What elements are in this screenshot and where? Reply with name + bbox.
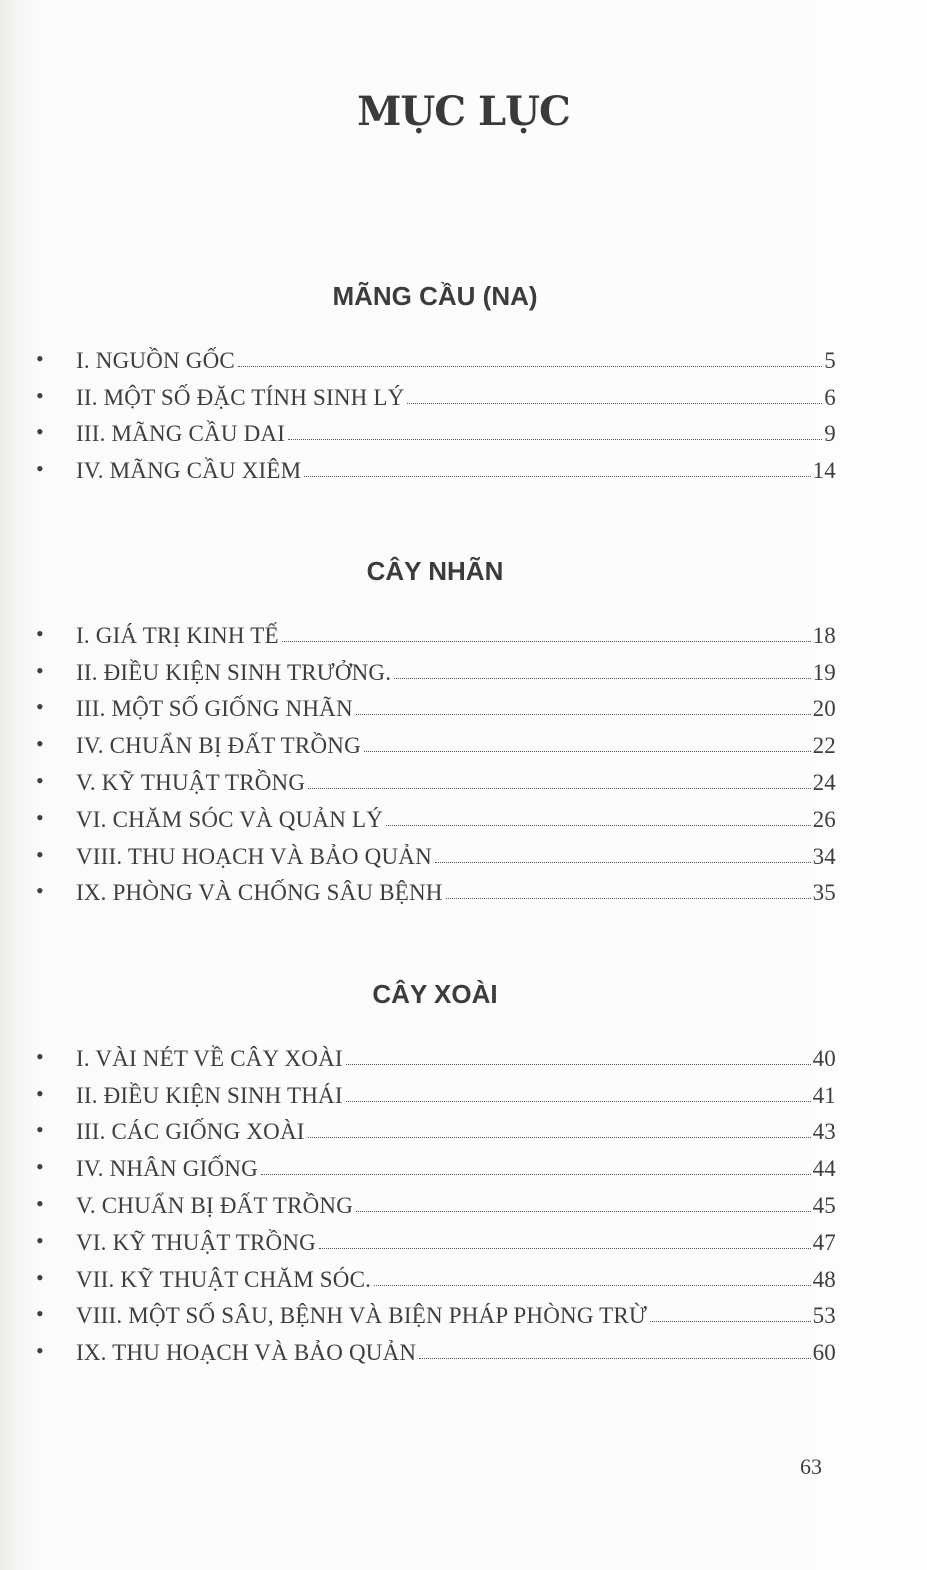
entry-title: II. ĐIỀU KIỆN SINH THÁI — [76, 1082, 343, 1108]
entry-title: VI. KỸ THUẬT TRỒNG — [76, 1229, 316, 1255]
bullet-icon: • — [36, 1043, 44, 1069]
dot-leader — [386, 825, 811, 826]
entry-page: 60 — [812, 1340, 836, 1366]
section-heading-cay-xoai: CÂY XOÀI — [372, 979, 498, 1009]
bullet-icon: • — [36, 694, 44, 720]
dot-leader — [407, 403, 822, 404]
section-heading-mang-cau: MÃNG CẦU (NA) — [332, 281, 538, 311]
entry-page: 44 — [812, 1156, 836, 1182]
dot-leader — [364, 751, 811, 752]
bullet-icon: • — [36, 456, 44, 482]
toc-entry — [36, 1293, 836, 1330]
entry-title: IV. CHUẨN BỊ ĐẤT TRỒNG — [76, 733, 361, 759]
dot-leader — [319, 1248, 811, 1249]
toc-entry — [36, 759, 836, 796]
bullet-icon: • — [36, 804, 44, 830]
entry-page: 53 — [812, 1303, 836, 1329]
bullet-icon: • — [36, 731, 44, 757]
toc-entry — [36, 796, 836, 833]
toc-list-cay-nhan — [36, 612, 836, 906]
toc-entry — [36, 870, 836, 907]
bullet-icon: • — [36, 382, 44, 408]
toc-entry — [36, 411, 836, 448]
toc-list-cay-xoai — [36, 1035, 836, 1366]
entry-title: III. CÁC GIỐNG XOÀI — [76, 1119, 305, 1145]
dot-leader — [446, 898, 811, 899]
entry-title: V. CHUẨN BỊ ĐẤT TRỒNG — [76, 1192, 354, 1218]
entry-page: 18 — [812, 622, 836, 648]
bullet-icon: • — [36, 1264, 44, 1290]
dot-leader — [394, 678, 810, 679]
entry-title: II. MỘT SỐ ĐẶC TÍNH SINH LÝ — [76, 384, 405, 410]
bullet-icon: • — [36, 841, 44, 867]
toc-list-mang-cau — [36, 337, 836, 484]
dot-leader — [356, 1211, 811, 1212]
bullet-icon: • — [36, 1154, 44, 1180]
toc-entry — [36, 1072, 836, 1109]
dot-leader — [356, 714, 811, 715]
toc-entry — [36, 833, 836, 870]
bullet-icon: • — [36, 1301, 44, 1327]
bullet-icon: • — [36, 1338, 44, 1364]
dot-leader — [308, 1137, 811, 1138]
bullet-icon: • — [36, 620, 44, 646]
bullet-icon: • — [36, 657, 44, 683]
toc-entry — [36, 1145, 836, 1182]
toc-entry — [36, 686, 836, 723]
toc-entry — [36, 1035, 836, 1072]
toc-entry — [36, 1329, 836, 1366]
toc-entry — [36, 1109, 836, 1146]
entry-page: 34 — [812, 843, 836, 869]
toc-entry — [36, 337, 836, 374]
toc-entry — [36, 447, 836, 484]
entry-page: 14 — [812, 458, 836, 484]
entry-title: VII. KỸ THUẬT CHĂM SÓC. — [76, 1266, 372, 1292]
toc-entry — [36, 1256, 836, 1293]
entry-title: VIII. MỘT SỐ SÂU, BỆNH VÀ BIỆN PHÁP PHÒNG TRỪ — [76, 1303, 648, 1329]
dot-leader — [282, 641, 811, 642]
entry-page: 22 — [812, 733, 836, 759]
entry-title: II. ĐIỀU KIỆN SINH TRƯỞNG. — [76, 659, 392, 685]
dot-leader — [374, 1285, 810, 1286]
section-heading-cay-nhan: CÂY NHÃN — [366, 556, 504, 586]
entry-page: 45 — [812, 1192, 836, 1218]
entry-title: I. NGUỒN GỐC — [76, 347, 235, 373]
dot-leader — [650, 1321, 811, 1322]
dot-leader — [238, 366, 822, 367]
bullet-icon: • — [36, 1190, 44, 1216]
bullet-icon: • — [36, 878, 44, 904]
entry-title: IV. MÃNG CẦU XIÊM — [76, 458, 302, 484]
toc-entry — [36, 612, 836, 649]
entry-page: 35 — [812, 880, 836, 906]
entry-page: 6 — [824, 384, 836, 410]
entry-page: 40 — [812, 1045, 836, 1071]
entry-title: IV. NHÂN GIỐNG — [76, 1156, 258, 1182]
dot-leader — [419, 1358, 810, 1359]
entry-title: IX. PHÒNG VÀ CHỐNG SÂU BỆNH — [76, 880, 443, 906]
bullet-icon: • — [36, 1080, 44, 1106]
toc-entry — [36, 374, 836, 411]
entry-title: I. GIÁ TRỊ KINH TẾ — [76, 622, 279, 648]
dot-leader — [261, 1174, 811, 1175]
page-title: MỤC LỤC — [357, 88, 570, 135]
entry-page: 9 — [824, 421, 836, 447]
bullet-icon: • — [36, 1227, 44, 1253]
dot-leader — [346, 1101, 811, 1102]
dot-leader — [308, 788, 810, 789]
entry-page: 41 — [812, 1082, 836, 1108]
bullet-icon: • — [36, 345, 44, 371]
entry-page: 43 — [812, 1119, 836, 1145]
dot-leader — [288, 439, 822, 440]
bullet-icon: • — [36, 419, 44, 445]
bullet-icon: • — [36, 1117, 44, 1143]
entry-title: III. MỘT SỐ GIỐNG NHÃN — [76, 696, 353, 722]
entry-page: 47 — [812, 1229, 836, 1255]
dot-leader — [304, 476, 810, 477]
toc-entry — [36, 1182, 836, 1219]
toc-entry — [36, 1219, 836, 1256]
entry-page: 48 — [812, 1266, 836, 1292]
dot-leader — [435, 862, 811, 863]
entry-title: III. MÃNG CẦU DAI — [76, 421, 286, 447]
toc-entry — [36, 722, 836, 759]
page-number: 63 — [800, 1454, 822, 1479]
entry-page: 5 — [824, 347, 836, 373]
entry-title: V. KỸ THUẬT TRỒNG — [76, 769, 306, 795]
entry-title: I. VÀI NÉT VỀ CÂY XOÀI — [76, 1045, 343, 1071]
entry-page: 19 — [812, 659, 836, 685]
bullet-icon: • — [36, 767, 44, 793]
dot-leader — [346, 1064, 811, 1065]
toc-entry — [36, 649, 836, 686]
entry-title: VIII. THU HOẠCH VÀ BẢO QUẢN — [76, 843, 432, 869]
entry-page: 24 — [812, 769, 836, 795]
entry-title: VI. CHĂM SÓC VÀ QUẢN LÝ — [76, 806, 384, 832]
entry-page: 20 — [812, 696, 836, 722]
entry-page: 26 — [812, 806, 836, 832]
entry-title: IX. THU HOẠCH VÀ BẢO QUẢN — [76, 1340, 417, 1366]
